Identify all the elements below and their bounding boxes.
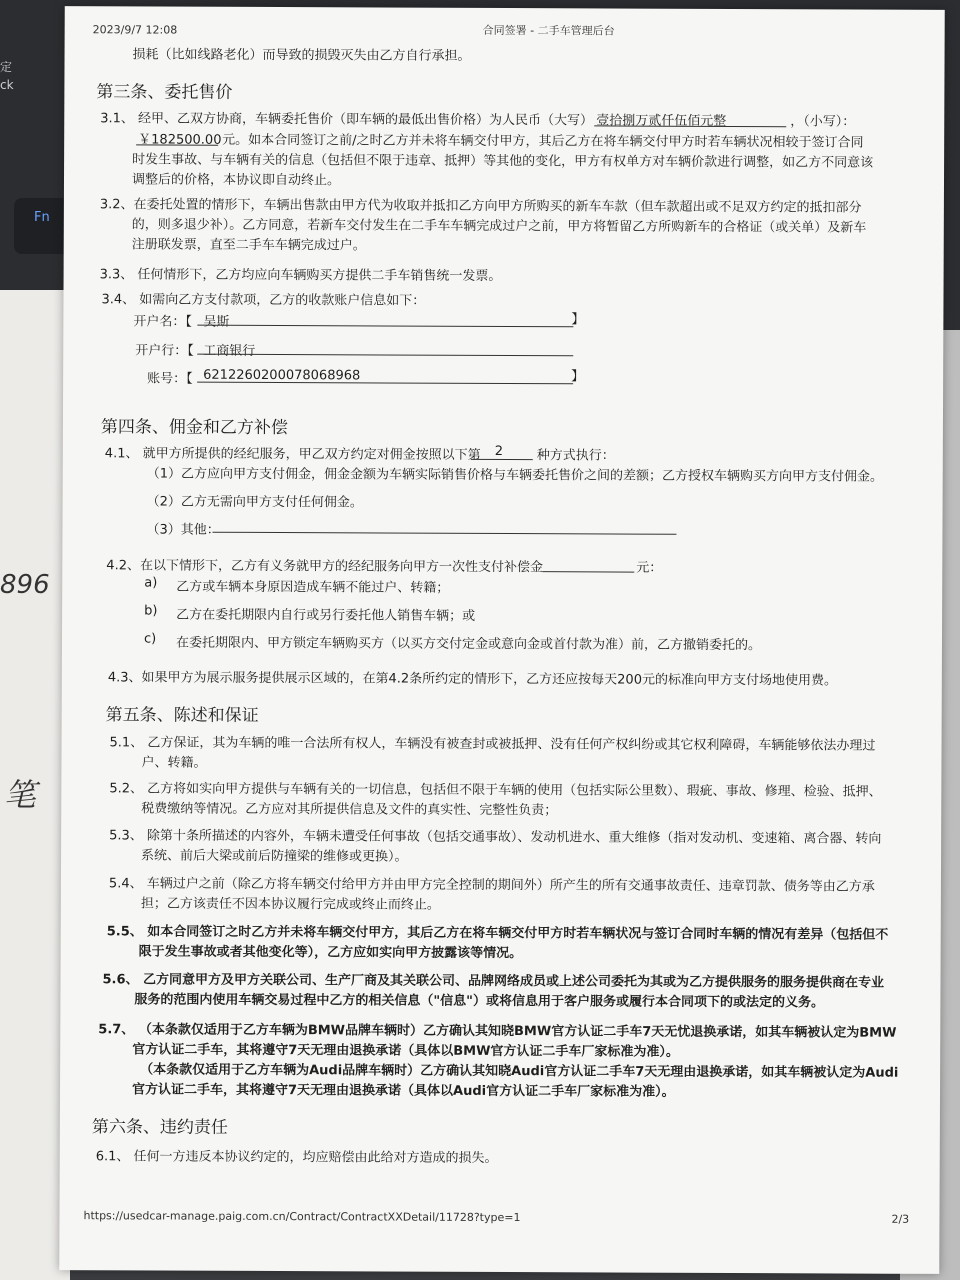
print-datetime: 2023/9/7 12:08 [92, 23, 178, 37]
clause-3-1: 3.1、 经甲、乙双方协商，车辆委托售价（即车辆的最低出售价格）为人民币（大写） [100, 111, 594, 129]
paragraph-line: 官方认证二手车，其将遵守7天无理由退换承诺（具体以BMW官方认证二手车厂家标准为准）。 [132, 1042, 679, 1060]
commission-option-3: （3）其他： [146, 522, 220, 538]
paragraph-line: 户、转籍。 [141, 755, 207, 771]
paragraph-line: 服务的范围内使用车辆交易过程中乙方的相关信息（"信息"）或将信息用于客户服务或履行本合同项下的或法定的义务。 [134, 992, 824, 1011]
clause-4-2: 4.2、在以下情形下，乙方有义务就甲方的经纪服务向甲方一次性支付补偿金 [106, 558, 544, 576]
commission-option-2: （2）乙方无需向甲方支付任何佣金。 [146, 494, 363, 511]
account-name-label: 开户名：【 [133, 314, 192, 330]
paragraph-line: 税费缴纳等情况。乙方应对其所提供信息及文件的真实性、完整性负责； [141, 801, 558, 819]
paragraph-line: 调整后的价格，本协议即自动终止。 [131, 172, 341, 189]
list-marker: a) [144, 575, 158, 591]
bracket: 】 [571, 312, 585, 328]
account-bank: 工商银行 [203, 343, 256, 359]
account-number-label: 账号：【 [147, 371, 193, 387]
account-name: 吴斯 [203, 314, 230, 330]
clause-5-4: 5.4、 车辆过户之前（除乙方将车辆交付给甲方并由甲方完全控制的期间外）所产生的所有交通事故责任、违章罚款、债务等由乙方承 [108, 876, 875, 895]
section-title: 第三条、委托售价 [96, 82, 233, 103]
clause-3-2: 3.2、在委托处置的情形下，车辆出售款由甲方代为收取并抵扣乙方向甲方所购买的新车车款（但车款超出或不足双方约定的抵扣部分 [99, 197, 862, 216]
account-number: 6212260200078068968 [203, 367, 361, 384]
clause-5-5: 5.5、 如本合同签订之时乙方并未将车辆交付甲方，其后乙方在将车辆交付甲方时若车辆状况与签订合同时车辆的情况有差异（包括但不 [106, 924, 889, 943]
keyboard-key-label: 定 ck [0, 60, 14, 92]
paragraph-line: 系统、前后大梁或前后防撞梁的维修或更换）。 [141, 848, 408, 865]
clause-5-3: 5.3、 除第十条所描述的内容外，车辆未遭受任何事故（包括交通事故）、发动机进水、重大维修（指对发动机、变速箱、离合器、转向 [109, 828, 882, 847]
list-item: 乙方在委托期限内自行或另行委托他人销售车辆；或 [176, 607, 476, 624]
contract-page [59, 6, 945, 1274]
clause-4-1: 4.1、 就甲方所提供的经纪服务，甲乙双方约定对佣金按照以下第 [104, 446, 481, 463]
list-item: 在委托期限内、甲方锁定车辆购买方（以买方交付定金或意向金或首付款为准）前，乙方撤销委托的。 [175, 635, 762, 654]
commission-option-1: （1）乙方应向甲方支付佣金，佣金金额为车辆实际销售价格与车辆委托售价之间的差额；乙方授权车辆购买方向甲方支付佣金。 [146, 466, 884, 485]
paragraph-line: 担；乙方该责任不因本协议履行完成或终止而终止。 [140, 896, 440, 913]
clause-3-4: 3.4、 如需向乙方支付款项，乙方的收款账户信息如下： [101, 292, 426, 309]
page-number: 2/3 [891, 1212, 910, 1226]
clause-5-6: 5.6、 乙方同意甲方及甲方关联公司、生产厂商及其关联公司、品牌网络成员或上述公司委托为其或为乙方提供服务的服务提供商在专业 [102, 972, 885, 991]
footer-url: https://usedcar-manage.paig.com.cn/Contract/ContractXXDetail/11728?type=1 [83, 1209, 521, 1225]
paragraph-line: 损耗（比如线路老化）而导致的损毁灭失由乙方自行承担。 [132, 47, 471, 64]
section-title: 第四条、佣金和乙方补偿 [100, 417, 288, 439]
price-lowercase: ￥182500.00 [138, 132, 222, 148]
clause-5-2: 5.2、 乙方将如实向甲方提供与车辆有关的一切信息，包括但不限于车辆的使用（包括实际公里数）、瑕疵、事故、修理、检验、抵押、 [109, 781, 882, 800]
fn-key-label: Fn [34, 210, 50, 225]
list-marker: b) [144, 603, 158, 619]
paragraph-line: 种方式执行： [536, 448, 615, 464]
price-uppercase: 壹拾捌万贰仟伍佰元整 [596, 113, 727, 129]
paragraph-line: 时发生事故、与车辆有关的信息（包括但不限于违章、抵押）等其他的变化，甲方有权单方对车辆价款进行调整，如乙方不同意该 [132, 152, 874, 171]
clause-5-1: 5.1、 乙方保证，其为车辆的唯一合法所有权人，车辆没有被查封或被抵押、没有任何产权纠纷或其它权利障碍，车辆能够依法办理过 [109, 735, 876, 754]
list-item: 乙方或车辆本身原因造成车辆不能过户、转籍； [176, 579, 450, 596]
handwritten-note: 896 [0, 570, 50, 600]
section-title: 第五条、陈述和保证 [105, 705, 259, 726]
paragraph-line: 的，则多退少补）。乙方同意，若新车交付发生在二手车车辆完成过户之前，甲方将暂留乙方所购新车的合格证（或关单）及新车 [131, 217, 867, 236]
paragraph-line: 元。如本合同签订之前/之时乙方并未将车辆交付甲方，其后乙方在将车辆交付甲方时若车辆状况相较于签订合同 [222, 132, 864, 151]
section-title: 第六条、违约责任 [91, 1117, 228, 1138]
clause-5-7: 5.7、 （本条款仅适用于乙方车辆为BMW品牌车辆时）乙方确认其知晓BMW官方认证二手车7天无忧退换承诺，如其车辆被认定为BMW [98, 1022, 897, 1041]
account-bank-label: 开户行：【 [135, 343, 194, 359]
clause-6-1: 6.1、 任何一方违反本协议约定的，均应赔偿由此给对方造成的损失。 [95, 1149, 498, 1166]
bracket: 】 [571, 369, 585, 385]
price-lowercase-label: ，（小写）： [790, 114, 856, 130]
handwritten-note: 笔 [4, 776, 37, 814]
list-marker: c) [143, 631, 157, 647]
paragraph-line: （本条款仅适用于乙方车辆为Audi品牌车辆时）乙方确认其知晓Audi官方认证二手车7天无理由退换承诺，如其车辆被认定为Audi [140, 1062, 899, 1081]
paragraph-line: 元： [636, 560, 663, 576]
paragraph-line: 限于发生事故或者其他变化等），乙方应如实向甲方披露该等情况。 [138, 944, 523, 962]
paragraph-line: 官方认证二手车，其将遵守7天无理由退换承诺（具体以Audi官方认证二手车厂家标准为准）。 [132, 1082, 675, 1100]
page-title: 合同签署 - 二手车管理后台 [482, 23, 615, 38]
clause-3-3: 3.3、 任何情形下，乙方均应向车辆购买方提供二手车销售统一发票。 [99, 267, 502, 284]
paragraph-line: 注册联发票，直至二手车车辆完成过户。 [131, 237, 366, 254]
clause-4-3: 4.3、如果甲方为展示服务提供展示区域的，在第4.2条所约定的情形下，乙方还应按每天200元的标准向甲方支付场地使用费。 [107, 670, 838, 689]
commission-option-choice: 2 [494, 443, 504, 460]
